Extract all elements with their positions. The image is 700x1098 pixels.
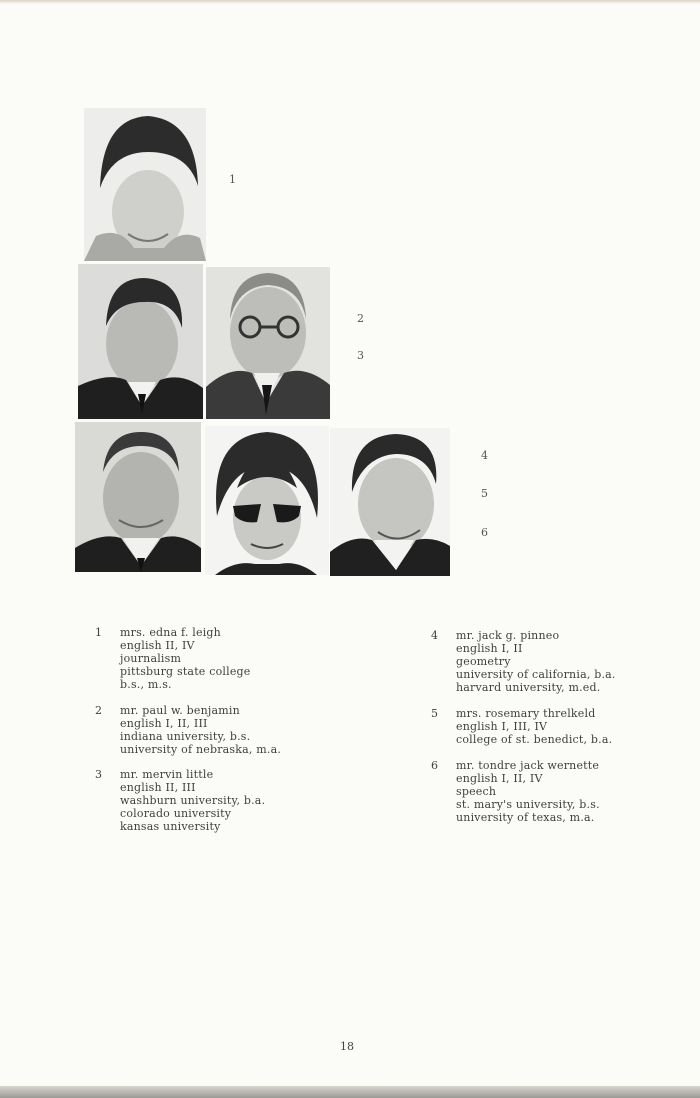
caption-entry-6 [431, 759, 600, 824]
entry-detail: university of nebraska, m.a. [120, 743, 282, 756]
page-bottom-edge [0, 1086, 700, 1098]
entry-detail: indiana university, b.s. [120, 730, 251, 743]
caption-entry-1 [95, 626, 251, 691]
entry-number: 2 [95, 704, 103, 717]
entry-name: mr. tondre jack wernette [456, 759, 600, 772]
entry-details [431, 642, 616, 694]
entry-detail: b.s., m.s. [120, 678, 172, 691]
photo-number-1: 1 [229, 173, 236, 186]
entry-name: mrs. edna f. leigh [120, 626, 221, 639]
entry-heading [431, 707, 612, 720]
photo-number-6: 6 [481, 526, 488, 539]
entry-detail: english I, III, IV [456, 720, 548, 733]
portrait-photo-2 [78, 264, 203, 419]
entry-details [95, 781, 265, 833]
portrait-photo-3 [206, 267, 330, 419]
entry-number: 4 [431, 629, 439, 642]
entry-detail: university of texas, m.a. [456, 811, 595, 824]
entry-number: 3 [95, 768, 103, 781]
entry-heading [431, 629, 616, 642]
entry-details [431, 772, 600, 824]
caption-entry-4 [431, 629, 616, 694]
entry-heading [95, 704, 281, 717]
entry-detail: english II, IV [120, 639, 195, 652]
entry-detail: harvard university, m.ed. [456, 681, 601, 694]
entry-detail: pittsburg state college [120, 665, 251, 678]
caption-entry-5 [431, 707, 612, 746]
entry-detail: university of california, b.a. [456, 668, 616, 681]
portrait-photo-5 [205, 426, 329, 575]
entry-number: 6 [431, 759, 439, 772]
entry-detail: st. mary's university, b.s. [456, 798, 600, 811]
entry-detail: english I, II, IV [456, 772, 543, 785]
page-number: 18 [340, 1040, 354, 1053]
entry-detail: washburn university, b.a. [120, 794, 266, 807]
entry-heading [431, 759, 600, 772]
entry-name: mr. paul w. benjamin [120, 704, 240, 717]
entry-details [95, 639, 251, 691]
photo-number-3: 3 [357, 349, 364, 362]
entry-detail: kansas university [120, 820, 221, 833]
portrait-photo-6 [330, 428, 450, 576]
entry-detail: colorado university [120, 807, 232, 820]
entry-name: mrs. rosemary threlkeld [456, 707, 596, 720]
caption-entry-3 [95, 768, 265, 833]
entry-details [431, 720, 612, 746]
photo-number-4: 4 [481, 449, 488, 462]
entry-details [95, 717, 281, 756]
page-top-edge [0, 0, 700, 4]
entry-detail: journalism [120, 652, 182, 665]
entry-detail: english I, II, III [120, 717, 208, 730]
entry-detail: english I, II [456, 642, 523, 655]
entry-name: mr. mervin little [120, 768, 214, 781]
photo-number-2: 2 [357, 312, 364, 325]
entry-heading [95, 626, 251, 639]
entry-detail: college of st. benedict, b.a. [456, 733, 613, 746]
entry-number: 1 [95, 626, 103, 639]
photo-number-5: 5 [481, 487, 488, 500]
caption-entry-2 [95, 704, 281, 756]
entry-detail: geometry [456, 655, 511, 668]
entry-number: 5 [431, 707, 439, 720]
entry-detail: english II, III [120, 781, 196, 794]
entry-heading [95, 768, 265, 781]
portrait-photo-1 [84, 108, 206, 261]
portrait-photo-4 [75, 422, 201, 572]
entry-name: mr. jack g. pinneo [456, 629, 560, 642]
entry-detail: speech [456, 785, 497, 798]
